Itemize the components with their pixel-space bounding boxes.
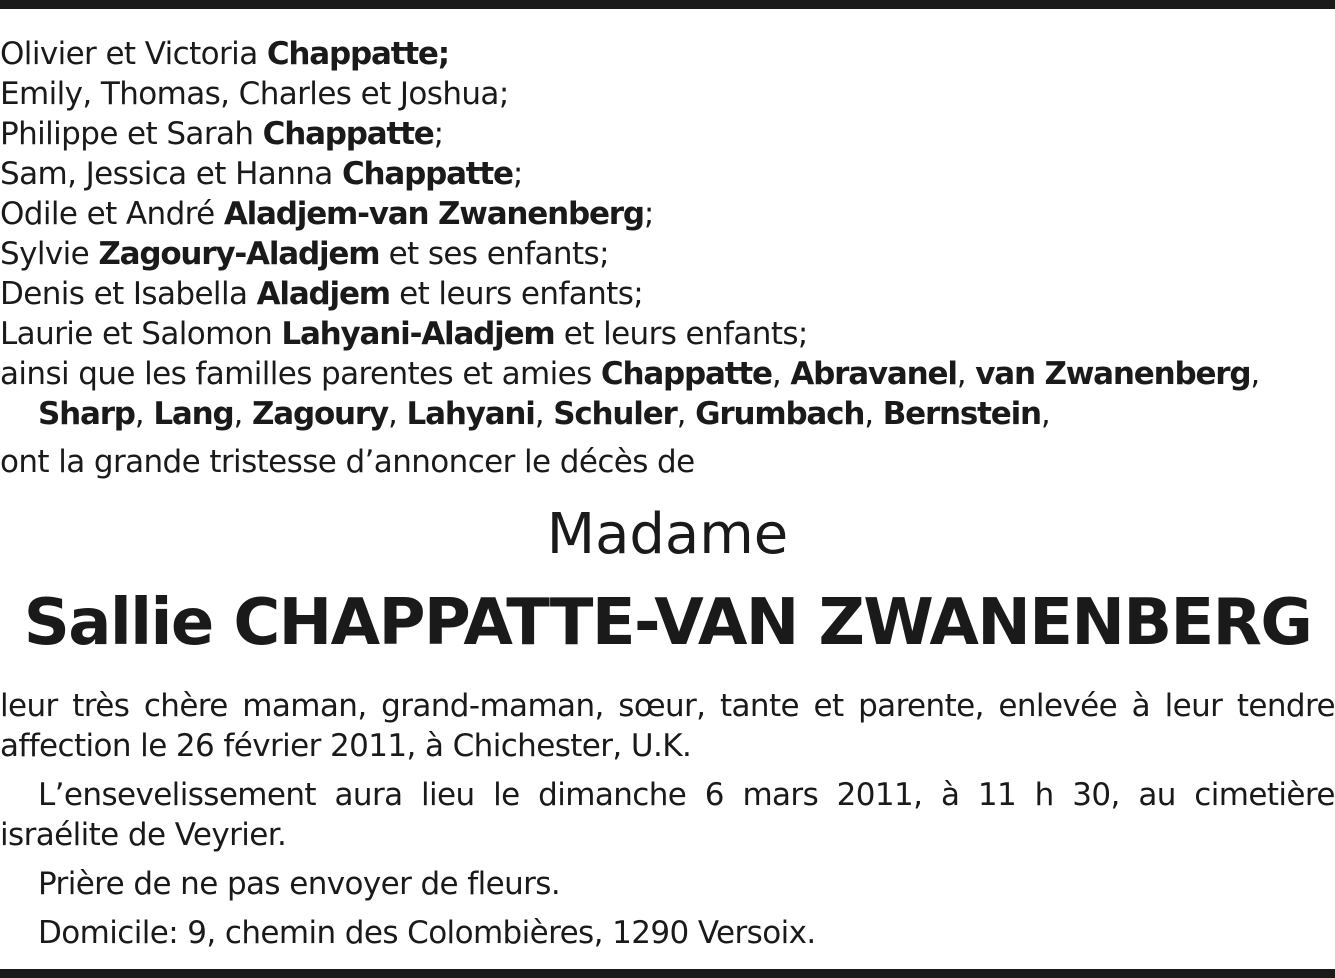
family-text: Sam, Jessica et Hanna — [0, 156, 342, 192]
family-surname: Sharp — [38, 396, 135, 432]
word: dimanche — [538, 777, 687, 813]
family-text: ainsi que les familles parentes et amies — [0, 356, 601, 392]
family-surname: Grumbach — [695, 396, 865, 432]
family-text: Emily, Thomas, Charles et Joshua; — [0, 76, 509, 112]
word: maman, — [242, 688, 367, 724]
family-surname: Zagoury — [251, 396, 389, 432]
word: le — [493, 777, 520, 813]
family-surname: Bernstein — [882, 396, 1041, 432]
family-text: , — [771, 356, 791, 392]
family-surname: Lahyani-Aladjem — [281, 316, 555, 352]
announcement-text: ont la grande tristesse d’annoncer le décès de — [0, 444, 695, 480]
notice-body — [0, 686, 1335, 953]
paragraph-4: Domicile: 9, chemin des Colombières, 1290 Versoix. — [38, 915, 816, 951]
word: 30, — [1072, 777, 1120, 813]
word: chère — [143, 688, 228, 724]
word: très — [72, 688, 130, 724]
word: tante — [719, 688, 799, 724]
family-text: , — [388, 396, 407, 432]
word: leur — [1164, 688, 1223, 724]
family-line — [0, 274, 1335, 314]
family-line — [0, 74, 1335, 114]
word: aura — [334, 777, 403, 813]
paragraph-3: Prière de ne pas envoyer de fleurs. — [38, 866, 561, 902]
family-surname: Chappatte; — [266, 36, 449, 72]
family-text: et ses enfants; — [379, 236, 609, 272]
word: h — [1034, 777, 1054, 813]
family-surname: van Zwanenberg — [975, 356, 1251, 392]
word: enlevée — [998, 688, 1118, 724]
family-text: ; — [433, 116, 444, 152]
word: L’ensevelissement — [38, 777, 316, 813]
family-text: Laurie et Salomon — [0, 316, 282, 352]
family-surname: Zagoury-Aladjem — [98, 236, 380, 272]
family-surname: Abravanel — [790, 356, 957, 392]
family-surname: Chappatte — [341, 156, 513, 192]
family-line — [0, 114, 1335, 154]
family-surname: Chappatte — [600, 356, 772, 392]
family-text: ; — [643, 196, 654, 232]
paragraph-2-line-1 — [0, 775, 1335, 815]
word: 6 — [704, 777, 724, 813]
word: grand-maman, — [381, 688, 604, 724]
word: tendre — [1236, 688, 1335, 724]
word: au — [1138, 777, 1176, 813]
word: parente, — [858, 688, 984, 724]
word: 11 — [977, 777, 1017, 813]
paragraph-2-line-2: israélite de Veyrier. — [0, 817, 287, 853]
family-text: ; — [512, 156, 523, 192]
top-rule — [0, 0, 1335, 9]
family-surname: Lahyani — [406, 396, 535, 432]
word: à — [940, 777, 960, 813]
family-surname: Aladjem — [256, 276, 390, 312]
word: 2011, — [836, 777, 923, 813]
family-text: , — [1040, 396, 1051, 432]
family-line — [0, 34, 1335, 74]
word: sœur, — [618, 688, 706, 724]
word: et — [813, 688, 844, 724]
family-text: , — [956, 356, 976, 392]
family-text: Philippe et Sarah — [0, 116, 263, 152]
paragraph-1-line-2: affection le 26 février 2011, à Chichester, U.K. — [0, 728, 692, 764]
family-text: et leurs enfants; — [389, 276, 644, 312]
family-text: et leurs enfants; — [554, 316, 808, 352]
family-text: , — [864, 396, 883, 432]
family-text: Odile et André — [0, 196, 224, 232]
family-surname: Lang — [153, 396, 234, 432]
word: lieu — [421, 777, 475, 813]
family-text: , — [134, 396, 154, 432]
family-line — [0, 314, 1335, 354]
family-line — [0, 154, 1335, 194]
word: cimetière — [1194, 777, 1335, 813]
family-surname: Aladjem-van Zwanenberg — [223, 196, 644, 232]
bottom-rule — [0, 969, 1335, 978]
family-text: , — [534, 396, 554, 432]
honorific: Madame — [546, 502, 789, 567]
word: leur — [0, 688, 58, 724]
paragraph-1-line-1 — [0, 686, 1335, 726]
family-line — [0, 354, 1335, 394]
family-surname: Schuler — [553, 396, 677, 432]
family-text: , — [676, 396, 696, 432]
deceased-name: Sallie CHAPPATTE-VAN ZWANENBERG — [23, 586, 1312, 660]
family-text: Sylvie — [0, 236, 99, 272]
word: mars — [742, 777, 819, 813]
family-text: , — [233, 396, 252, 432]
family-surname: Chappatte — [262, 116, 434, 152]
family-text: Olivier et Victoria — [0, 36, 267, 72]
family-line — [0, 194, 1335, 234]
family-list — [0, 34, 1335, 434]
family-text: Denis et Isabella — [0, 276, 257, 312]
family-text: , — [1250, 356, 1260, 392]
family-line — [0, 234, 1335, 274]
family-line — [0, 394, 1335, 434]
word: à — [1131, 688, 1151, 724]
